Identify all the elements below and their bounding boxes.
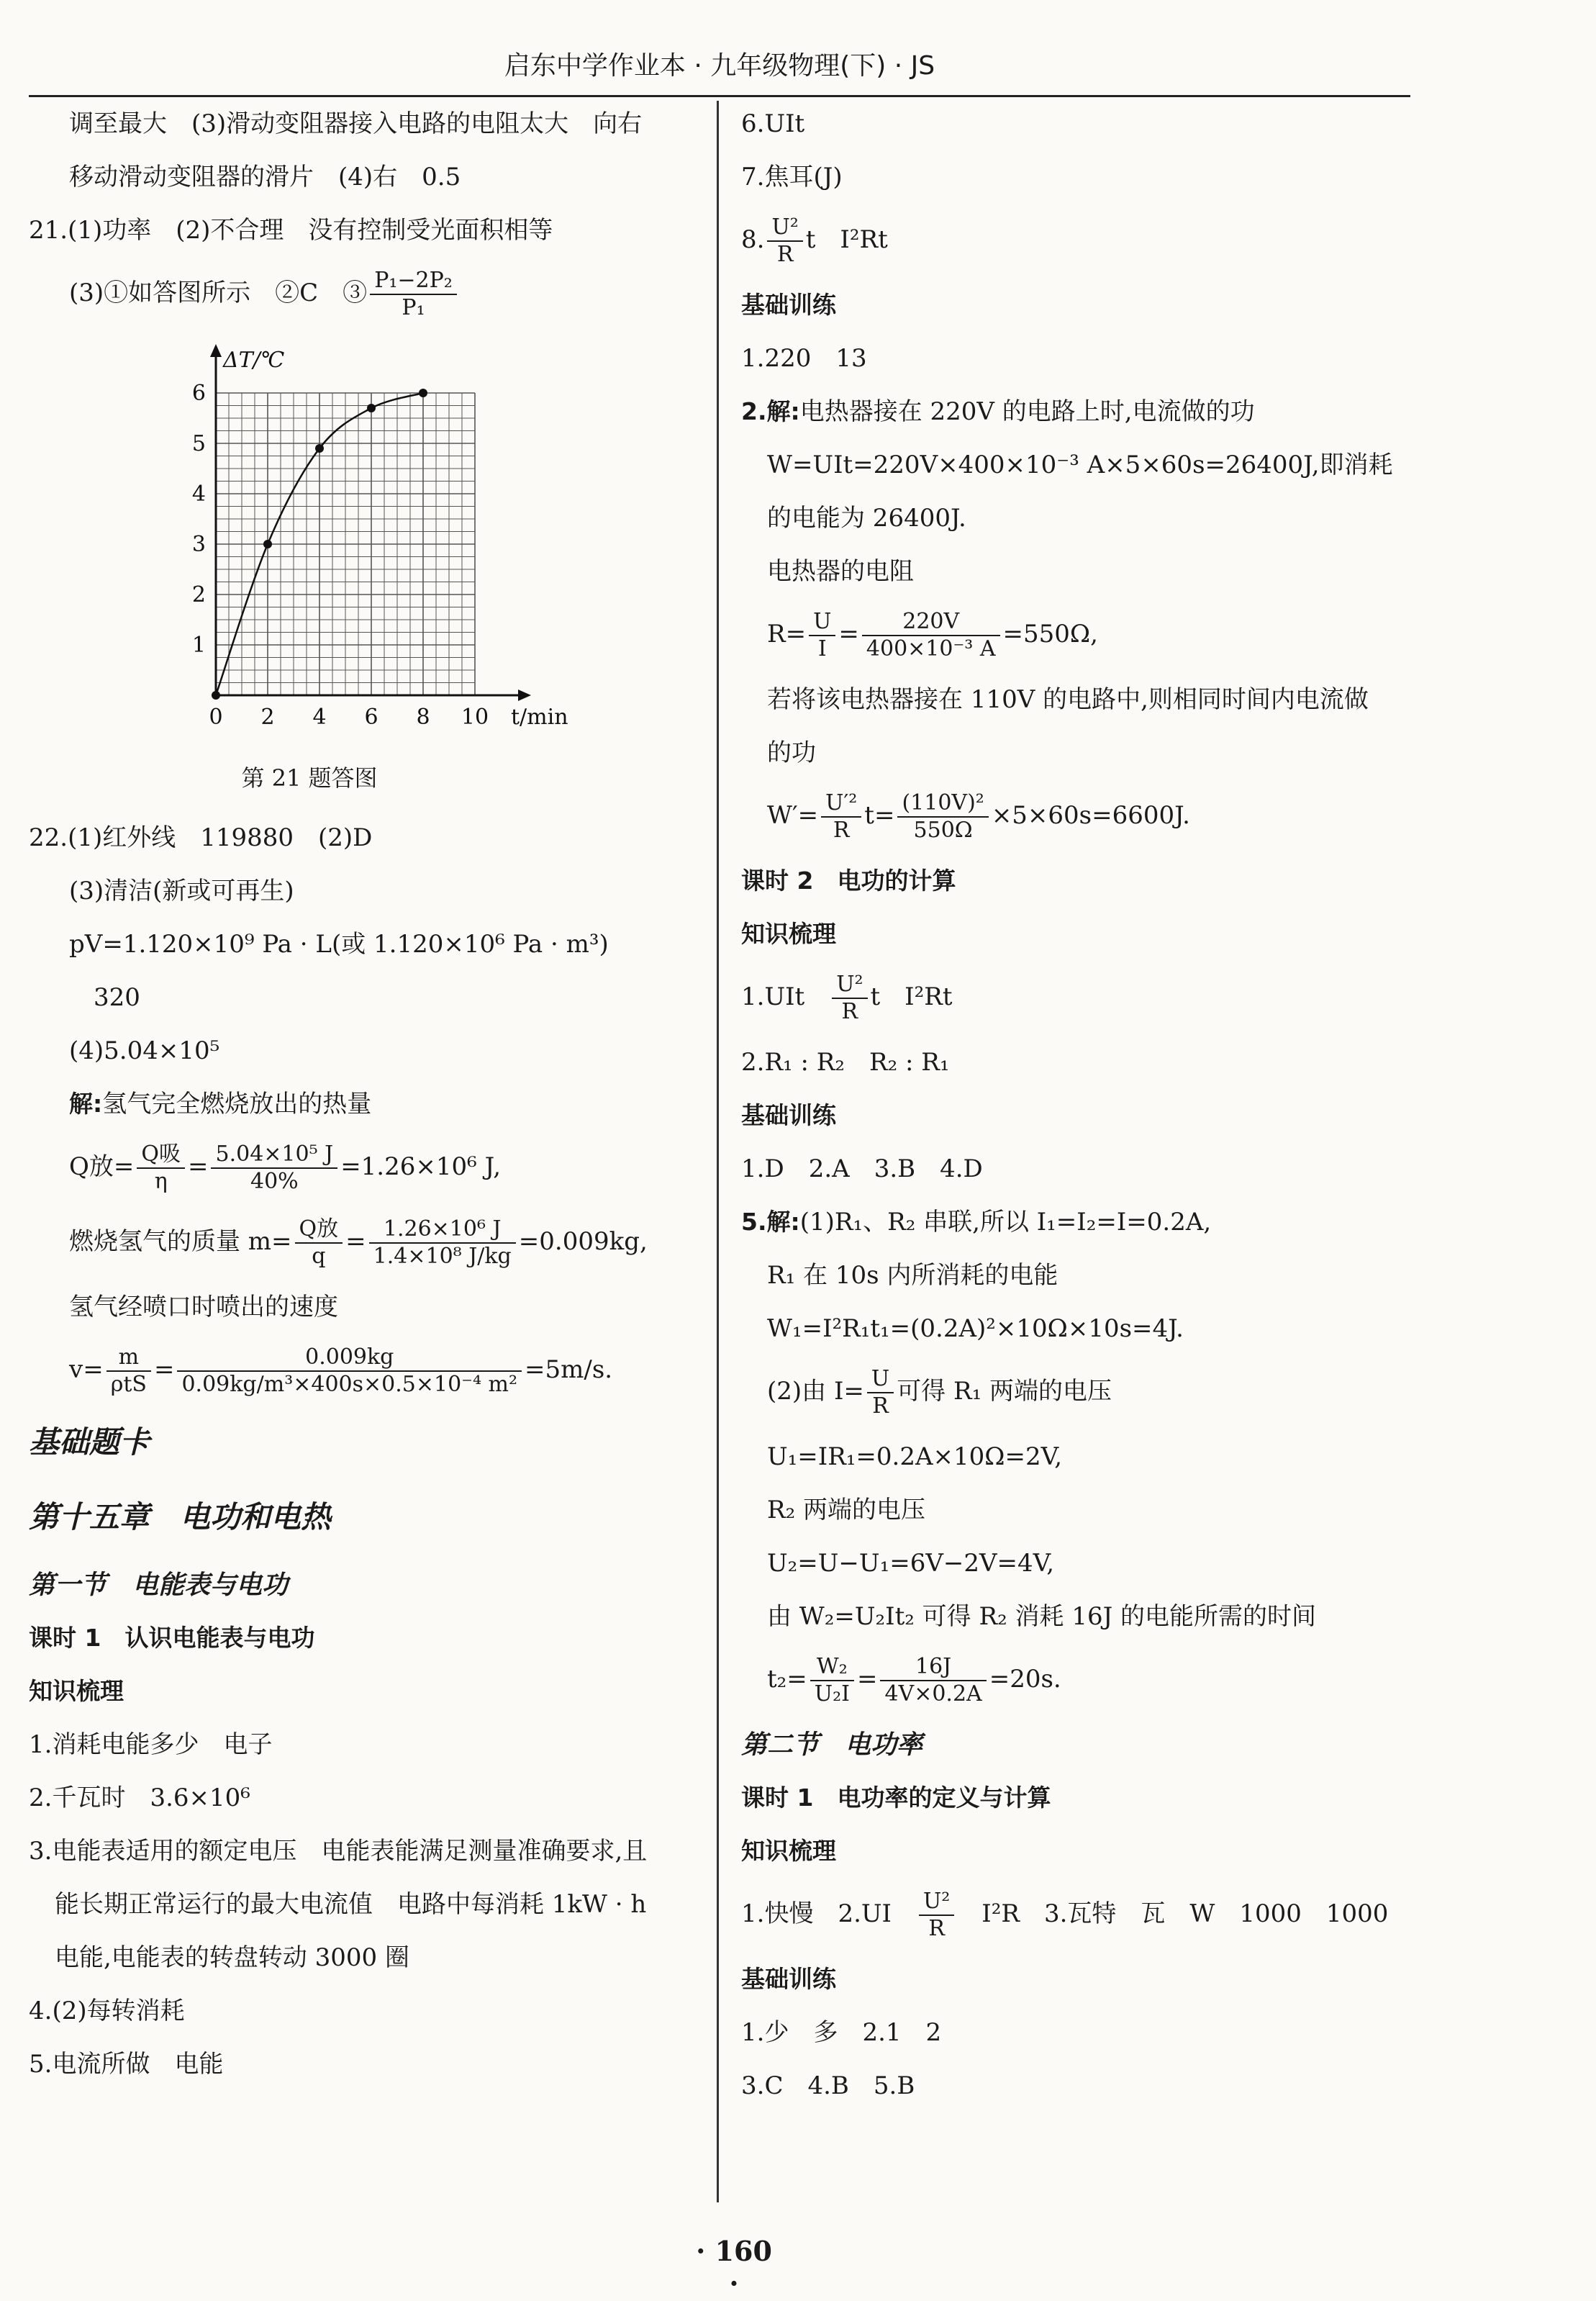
answer-line: U₂=U−U₁=6V−2V=4V, <box>767 1549 1055 1578</box>
answer-line: 2.千瓦时 3.6×10⁶ <box>29 1784 250 1812</box>
fraction <box>919 1889 954 1942</box>
answer-line: 5.电流所做 电能 <box>29 2050 224 2079</box>
answer-line: 1.D 2.A 3.B 4.D <box>741 1154 983 1183</box>
x-axis-label: t/min <box>511 705 568 730</box>
formula-line: Q放= $\frac{\text{Q吸}}{\eta}$ = $\frac{\text{5.04×10⁵ J}}{40\%}$ =1.26×10⁶ J, <box>69 1142 502 1194</box>
y-axis-label: ΔT/℃ <box>223 348 285 373</box>
chapter-heading: 第十五章 电功和电热 <box>29 1499 332 1534</box>
fraction-numerator: U² <box>832 972 867 999</box>
fraction-denominator: R <box>841 999 858 1024</box>
fraction-denominator: 550Ω <box>913 818 973 843</box>
fraction-numerator: 0.009kg <box>177 1344 522 1372</box>
answer-line: 2.R₁ : R₂ R₂ : R₁ <box>741 1048 950 1077</box>
fraction <box>177 1344 522 1398</box>
chart-caption: 第 21 题答图 <box>241 764 378 792</box>
fraction <box>810 1654 854 1707</box>
fraction-denominator: R <box>833 818 850 843</box>
x-tick-label: 10 <box>461 705 489 730</box>
x-axis-arrow <box>518 690 531 701</box>
fraction-denominator: 1.4×10⁸ J/kg <box>373 1244 512 1269</box>
fraction <box>106 1344 151 1398</box>
fraction <box>369 1216 516 1270</box>
answer-line: R₂ 两端的电压 <box>767 1496 926 1524</box>
chart-svg <box>29 343 576 746</box>
header-title: 启东中学作业本 · 九年级物理(下) · JS <box>504 51 935 81</box>
page-number: · 160 · <box>696 2235 772 2300</box>
fraction-denominator: 0.09kg/m³×400s×0.5×10⁻⁴ m² <box>181 1372 518 1397</box>
formula-line <box>741 972 1432 1025</box>
text-span: t I²Rt <box>805 225 888 254</box>
text-span: (1)R₁、R₂ 串联,所以 I₁=I₂=I=0.2A, <box>799 1208 1212 1237</box>
text-span: =5m/s. <box>525 1355 613 1384</box>
formula-line: 燃烧氢气的质量 m= $\frac{\text{Q放}}{q}$ = $\frac{\text{1.26×10⁶ J}}{\text{1.4×10⁸ J/kg}}$ =0.009kg, <box>69 1216 648 1269</box>
y-axis-arrow <box>210 344 222 357</box>
answer-line <box>29 1088 705 1120</box>
answer-line: W=UIt=220V×400×10⁻³ A×5×60s=26400J,即消耗 <box>767 451 1393 479</box>
data-point <box>367 404 376 412</box>
fraction <box>832 972 867 1025</box>
x-tick-label: 2 <box>260 705 275 730</box>
formula-line <box>741 214 1432 268</box>
fraction-numerator: U² <box>767 214 802 242</box>
answer-line: 能长期正常运行的最大电流值 电路中每消耗 1kW · h <box>55 1890 647 1919</box>
text-span: =550Ω, <box>1002 620 1098 648</box>
formula-line: v= $\frac{m}{\text{ρtS}}$ = $\frac{0.009kg}{\text{0.09kg/m³×400s×0.5×10⁻⁴ m²}}$ =5m/s. <box>69 1344 613 1397</box>
text-span: I²R 3.瓦特 瓦 W 1000 1000 <box>957 1899 1389 1928</box>
text-span: =0.009kg, <box>518 1227 648 1256</box>
x-tick-label: 0 <box>209 705 223 730</box>
text-span: t₂= <box>767 1665 807 1694</box>
text-span: =20s. <box>989 1665 1061 1694</box>
left-column <box>29 108 705 2102</box>
fraction-numerator: U <box>867 1366 894 1393</box>
fraction-denominator: R <box>872 1393 889 1419</box>
answer-line: R₁ 在 10s 内所消耗的电能 <box>767 1261 1058 1290</box>
fraction <box>370 268 457 321</box>
answer-line: 移动滑动变阻器的滑片 (4)右 0.5 <box>69 163 461 191</box>
solution-label: 5.解: <box>741 1208 800 1236</box>
section-heading: 第二节 电功率 <box>741 1730 923 1760</box>
fraction-denominator: 400×10⁻³ A <box>866 636 996 661</box>
formula-line <box>741 1366 1432 1419</box>
fraction-numerator: U <box>809 609 835 636</box>
x-tick-label: 4 <box>312 705 327 730</box>
fraction <box>867 1366 894 1419</box>
section-heading: 基础题卡 <box>29 1424 150 1460</box>
y-tick-label: 2 <box>191 582 206 607</box>
formula-line: W′= $\frac{\text{U′²}}{R}$ t= $\frac{\text{(110V)²}}{550\Omega}$ ×5×60s=6600J. <box>767 790 1190 843</box>
fraction <box>821 790 861 844</box>
fraction-numerator: 16J <box>880 1654 986 1681</box>
answer-line: 3.电能表适用的额定电压 电能表能满足测量准确要求,且 <box>29 1837 648 1866</box>
answer-line: 1.消耗电能多少 电子 <box>29 1730 273 1759</box>
fraction-numerator: 220V <box>862 609 1000 636</box>
answer-line: 调至最大 (3)滑动变阻器接入电路的电阻太大 向右 <box>69 109 643 138</box>
fraction <box>137 1142 185 1195</box>
fraction-denominator: q <box>312 1244 326 1269</box>
solution-label: 解: <box>69 1090 103 1118</box>
text-span: 燃烧氢气的质量 m= <box>69 1227 292 1256</box>
answer-line: 电能,电能表的转盘转动 3000 圈 <box>55 1943 409 1972</box>
subsection-heading: 基础训练 <box>741 1965 836 1993</box>
fraction-denominator: I <box>817 636 827 661</box>
answer-line: 320 <box>94 983 140 1012</box>
fraction <box>862 609 1000 662</box>
text-span: ×5×60s=6600J. <box>991 801 1190 830</box>
solution-label: 2.解: <box>741 397 800 425</box>
text-span: 可得 R₁ 两端的电压 <box>897 1377 1112 1406</box>
subsection-heading: 知识梳理 <box>741 1837 836 1865</box>
text-span: v= <box>69 1355 104 1384</box>
fraction <box>809 609 835 662</box>
answer-line: 3.C 4.B 5.B <box>741 2071 915 2100</box>
formula-line <box>741 1889 1432 1942</box>
answer-line: 7.焦耳(J) <box>741 163 843 191</box>
lesson-heading: 课时 2 电功的计算 <box>741 867 956 895</box>
fraction-numerator: 5.04×10⁵ J <box>211 1142 337 1169</box>
text-span: Q放= <box>69 1152 135 1181</box>
page-header <box>29 37 1410 97</box>
answer-line: pV=1.120×10⁹ Pa · L(或 1.120×10⁶ Pa · m³) <box>69 930 609 959</box>
text-span: t I²Rt <box>870 982 953 1011</box>
lesson-heading: 课时 1 认识电能表与电功 <box>29 1624 315 1652</box>
fraction-denominator: 40% <box>250 1169 299 1194</box>
text-span: 电热器接在 220V 的电路上时,电流做的功 <box>799 397 1255 426</box>
fraction-denominator: P₁ <box>402 295 425 320</box>
subsection-heading: 基础训练 <box>741 1101 836 1129</box>
answer-line: 若将该电热器接在 110V 的电路中,则相同时间内电流做 <box>767 685 1369 714</box>
formula-line: t₂= $\frac{\text{W₂}}{\text{U₂I}}$ = $\frac{16J}{4V\times 0.2A}$ =20s. <box>767 1654 1061 1706</box>
answer-line: (3)清洁(新或可再生) <box>69 877 294 905</box>
fraction-numerator: Q吸 <box>137 1142 185 1169</box>
answer-line <box>741 396 1432 428</box>
fraction-denominator: R <box>928 1916 945 1941</box>
answer-line: 的功 <box>767 738 816 767</box>
fraction-denominator: R <box>776 242 794 267</box>
subsection-heading: 基础训练 <box>741 291 836 319</box>
fraction-denominator: η <box>154 1169 168 1194</box>
fraction-denominator: ρtS <box>110 1372 147 1397</box>
answer-line: U₁=IR₁=0.2A×10Ω=2V, <box>767 1442 1063 1471</box>
y-tick-label: 6 <box>191 381 206 406</box>
fraction-denominator: 4V×0.2A <box>884 1681 982 1706</box>
fraction-numerator: W₂ <box>810 1654 854 1681</box>
y-tick-label: 5 <box>191 431 206 456</box>
answer-line <box>29 268 705 321</box>
answer-line: 氢气经喷口时喷出的速度 <box>69 1293 338 1321</box>
subsection-heading: 知识梳理 <box>741 920 836 948</box>
fraction-numerator: m <box>106 1344 151 1372</box>
answer-line <box>741 1206 1432 1238</box>
text-span: (3)①如答图所示 ②C ③ <box>69 279 368 307</box>
fraction <box>880 1654 986 1707</box>
fraction-numerator: Q放 <box>295 1216 343 1244</box>
answer-line: 21.(1)功率 (2)不合理 没有控制受光面积相等 <box>29 216 553 245</box>
y-tick-label: 4 <box>191 482 206 507</box>
y-tick-label: 3 <box>191 532 206 557</box>
answer-line: 的电能为 26400J. <box>767 504 966 533</box>
text-span: 氢气完全燃烧放出的热量 <box>102 1090 372 1118</box>
column-divider <box>717 101 719 2202</box>
fraction <box>295 1216 343 1270</box>
answer-line: 1.220 13 <box>741 344 867 373</box>
y-tick-label: 1 <box>191 633 206 658</box>
formula-line: R= $\frac{U}{I}$ = $\frac{220V}{\text{400×10⁻³ A}}$ =550Ω, <box>767 609 1098 661</box>
answer-line: 4.(2)每转消耗 <box>29 1997 185 2025</box>
chart-21 <box>29 343 576 746</box>
fraction-numerator: U² <box>919 1889 954 1916</box>
answer-line: 22.(1)红外线 119880 (2)D <box>29 823 373 852</box>
x-tick-label: 8 <box>416 705 430 730</box>
data-point <box>315 444 324 453</box>
right-column <box>741 108 1432 2123</box>
answer-line: 1.少 多 2.1 2 <box>741 2018 942 2047</box>
text-span: 1.快慢 2.UI <box>741 1899 916 1928</box>
section-heading: 第一节 电能表与电功 <box>29 1570 289 1600</box>
text-span: 1.UIt <box>741 982 830 1011</box>
fraction-numerator: U′² <box>821 790 861 818</box>
fraction <box>767 214 802 268</box>
fraction-denominator: U₂I <box>814 1681 850 1706</box>
lesson-heading: 课时 1 电功率的定义与计算 <box>741 1784 1051 1812</box>
subsection-heading: 知识梳理 <box>29 1677 124 1705</box>
text-span: (2)由 I= <box>767 1377 864 1406</box>
answer-line: (4)5.04×10⁵ <box>69 1036 220 1065</box>
text-span: 8. <box>741 225 765 254</box>
answer-line: W₁=I²R₁t₁=(0.2A)²×10Ω×10s=4J. <box>767 1314 1184 1343</box>
data-point <box>419 389 427 397</box>
answer-line: 由 W₂=U₂It₂ 可得 R₂ 消耗 16J 的电能所需的时间 <box>767 1602 1317 1631</box>
data-point <box>263 540 272 548</box>
text-span: W′= <box>767 801 819 830</box>
data-point <box>212 691 220 700</box>
fraction <box>211 1142 337 1195</box>
answer-line: 电热器的电阻 <box>767 557 914 586</box>
text-span: R= <box>767 620 807 648</box>
fraction-numerator: (110V)² <box>897 790 988 818</box>
fraction-numerator: 1.26×10⁶ J <box>369 1216 516 1244</box>
fraction-numerator: P₁−2P₂ <box>370 268 457 295</box>
text-span: =1.26×10⁶ J, <box>340 1152 502 1181</box>
answer-line: 6.UIt <box>741 109 805 138</box>
x-tick-label: 6 <box>364 705 378 730</box>
fraction <box>897 790 988 844</box>
